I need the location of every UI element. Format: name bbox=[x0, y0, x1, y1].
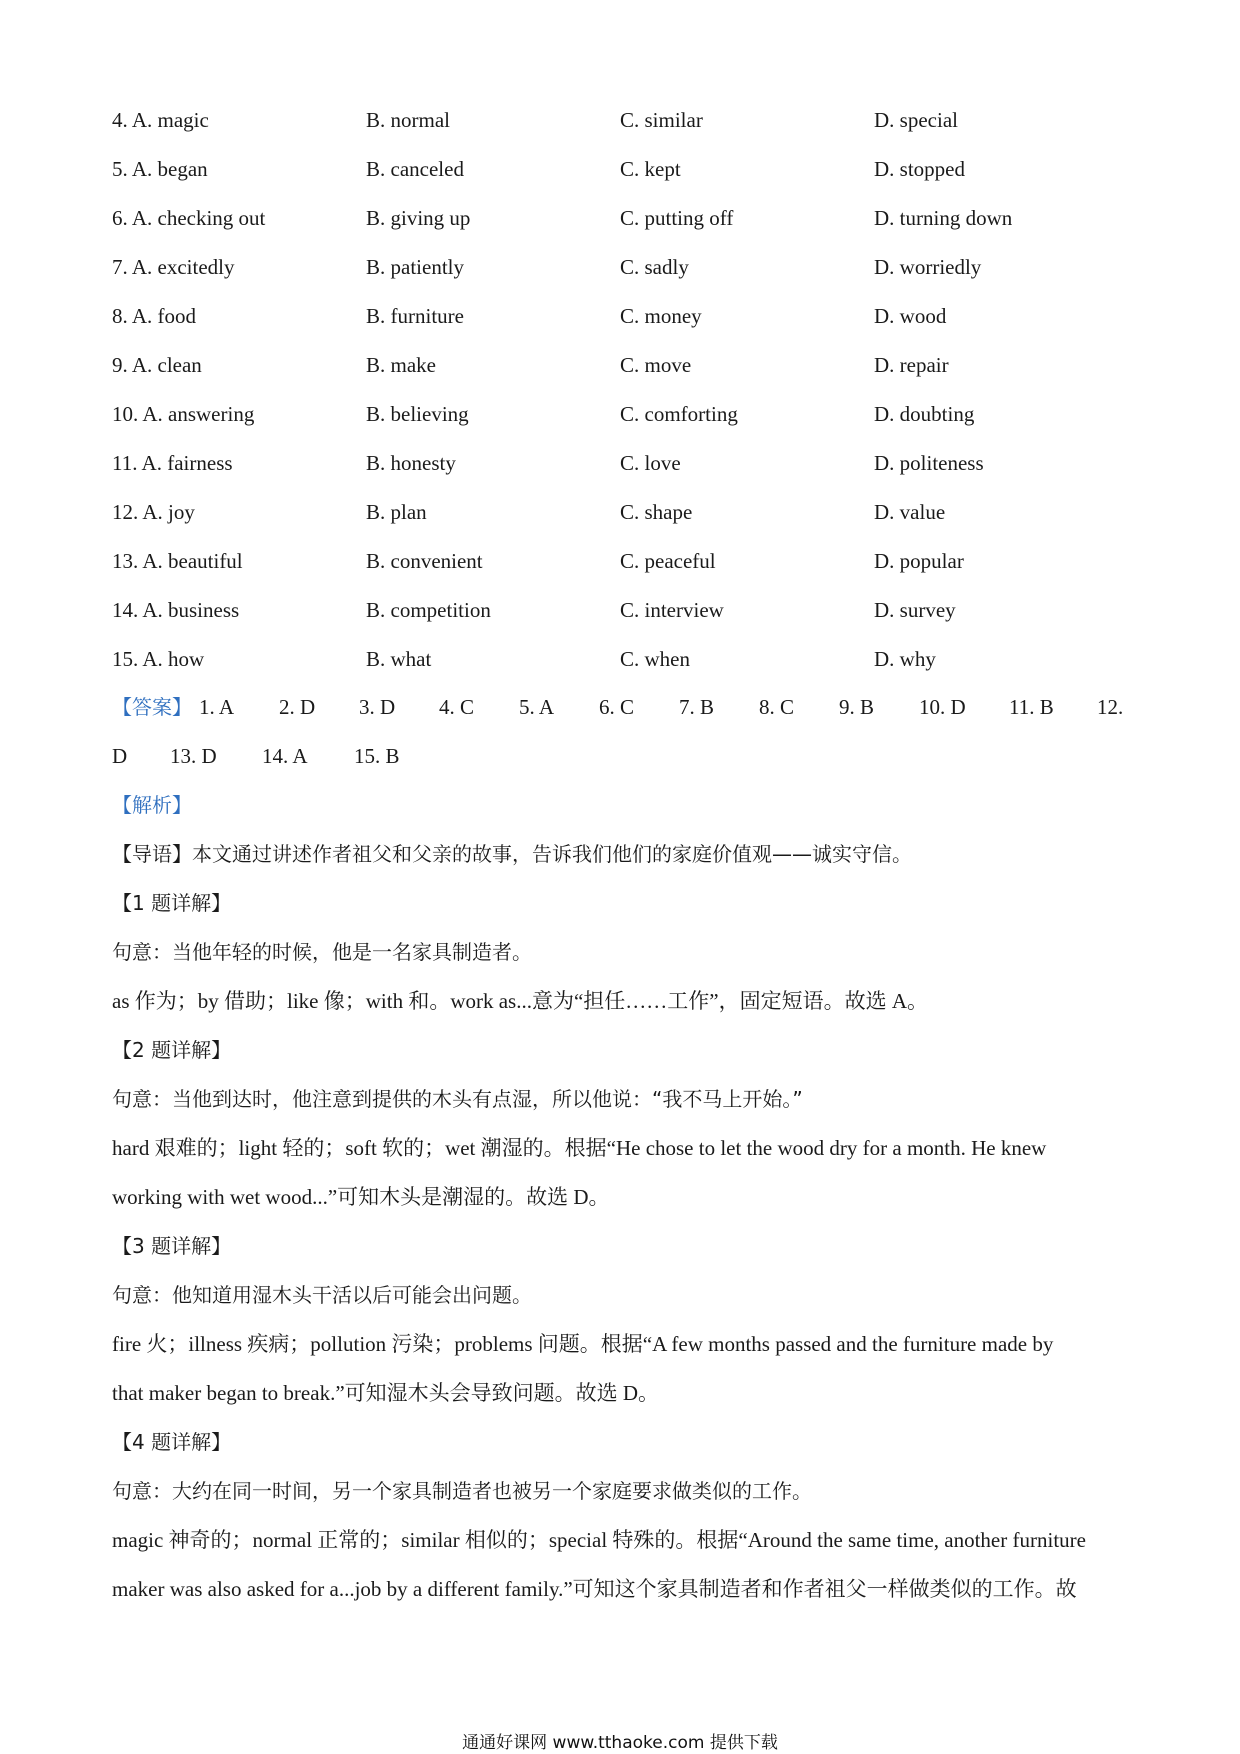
explanation-line: as 作为；by 借助；like 像；with 和。work as...意为“担任……工作”，固定短语。故选 A。 bbox=[112, 989, 929, 1013]
option-c: C. similar bbox=[620, 108, 703, 132]
option-b: B. normal bbox=[366, 108, 450, 132]
option-row bbox=[112, 590, 1132, 639]
sentence-meaning: 句意：当他到达时，他注意到提供的木头有点湿，所以他说：“我不马上开始。” bbox=[112, 1087, 803, 1111]
answer-item: 3. D bbox=[359, 695, 396, 719]
answer-item: 7. B bbox=[679, 695, 715, 719]
page-footer: 通通好课网 www.tthaoke.com 提供下载 bbox=[462, 1733, 778, 1753]
option-c: C. interview bbox=[620, 598, 724, 622]
option-d: D. survey bbox=[874, 598, 956, 622]
option-c: C. money bbox=[620, 304, 702, 328]
option-a: 14. A. business bbox=[112, 598, 240, 622]
section-heading: 【1 题详解】 bbox=[112, 891, 232, 915]
answer-item: 14. A bbox=[262, 744, 308, 768]
section-heading: 【3 题详解】 bbox=[112, 1234, 232, 1258]
answer-item: 4. C bbox=[439, 695, 475, 719]
answer-item: 10. D bbox=[919, 695, 966, 719]
option-d: D. stopped bbox=[874, 157, 965, 181]
explanation-line: working with wet wood...”可知木头是潮湿的。故选 D。 bbox=[112, 1185, 610, 1209]
sentence-meaning: 句意：他知道用湿木头干活以后可能会出问题。 bbox=[112, 1283, 532, 1307]
option-row bbox=[112, 198, 1132, 247]
option-row bbox=[112, 443, 1132, 492]
option-d: D. politeness bbox=[874, 451, 984, 475]
answer-item: 13. D bbox=[170, 744, 217, 768]
option-c: C. kept bbox=[620, 157, 681, 181]
section-heading: 【4 题详解】 bbox=[112, 1430, 232, 1454]
option-row bbox=[112, 296, 1132, 345]
analysis-tag: 【解析】 bbox=[112, 793, 192, 817]
option-b: B. plan bbox=[366, 500, 427, 524]
option-a: 12. A. joy bbox=[112, 500, 195, 524]
answer-item: 11. B bbox=[1009, 695, 1054, 719]
option-d: D. special bbox=[874, 108, 958, 132]
explanation-line: fire 火；illness 疾病；pollution 污染；problems 问题。根据“A few months passed and the furniture made by bbox=[112, 1332, 1054, 1356]
option-b: B. what bbox=[366, 647, 432, 671]
answer-item: 8. C bbox=[759, 695, 795, 719]
explanation-line: maker was also asked for a...job by a different family.”可知这个家具制造者和作者祖父一样做类似的工作。故 bbox=[112, 1577, 1077, 1601]
option-d: D. why bbox=[874, 647, 936, 671]
answer-item: 15. B bbox=[354, 744, 400, 768]
option-d: D. turning down bbox=[874, 206, 1013, 230]
answer-row bbox=[112, 736, 1132, 785]
option-row bbox=[112, 541, 1132, 590]
section-heading: 【2 题详解】 bbox=[112, 1038, 232, 1062]
option-row bbox=[112, 149, 1132, 198]
option-row bbox=[112, 492, 1132, 541]
sentence-meaning: 句意：当他年轻的时候，他是一名家具制造者。 bbox=[112, 940, 532, 964]
option-a: 4. A. magic bbox=[112, 108, 209, 132]
option-d: D. worriedly bbox=[874, 255, 982, 279]
option-c: C. putting off bbox=[620, 206, 734, 230]
option-b: B. canceled bbox=[366, 157, 464, 181]
option-b: B. convenient bbox=[366, 549, 483, 573]
option-a: 9. A. clean bbox=[112, 353, 202, 377]
option-row bbox=[112, 345, 1132, 394]
option-c: C. love bbox=[620, 451, 681, 475]
option-b: B. honesty bbox=[366, 451, 456, 475]
answer-item: 5. A bbox=[519, 695, 555, 719]
option-b: B. patiently bbox=[366, 255, 464, 279]
analysis-section bbox=[112, 785, 1132, 1618]
option-c: C. shape bbox=[620, 500, 693, 524]
option-b: B. giving up bbox=[366, 206, 471, 230]
option-b: B. furniture bbox=[366, 304, 464, 328]
option-d: D. repair bbox=[874, 353, 949, 377]
option-b: B. believing bbox=[366, 402, 469, 426]
answer-row bbox=[112, 687, 1132, 736]
option-d: D. value bbox=[874, 500, 946, 524]
answer-item: 6. C bbox=[599, 695, 635, 719]
answer-tag: 【答案】 bbox=[112, 695, 192, 719]
explanation-line: magic 神奇的；normal 正常的；similar 相似的；special 特殊的。根据“Around the same time, another furniture bbox=[112, 1528, 1086, 1552]
option-d: D. popular bbox=[874, 549, 964, 573]
intro-line: 【导语】本文通过讲述作者祖父和父亲的故事，告诉我们他们的家庭价值观——诚实守信。 bbox=[112, 842, 912, 866]
answer-item: D bbox=[112, 744, 128, 768]
option-c: C. peaceful bbox=[620, 549, 716, 573]
option-row bbox=[112, 639, 1132, 688]
option-a: 13. A. beautiful bbox=[112, 549, 243, 573]
answer-item: 9. B bbox=[839, 695, 875, 719]
option-d: D. doubting bbox=[874, 402, 975, 426]
explanation-line: hard 艰难的；light 轻的；soft 软的；wet 潮湿的。根据“He chose to let the wood dry for a month. He knew bbox=[112, 1136, 1047, 1160]
option-c: C. sadly bbox=[620, 255, 689, 279]
option-a: 7. A. excitedly bbox=[112, 255, 235, 279]
option-a: 5. A. began bbox=[112, 157, 208, 181]
option-b: B. competition bbox=[366, 598, 491, 622]
answer-item: 12. bbox=[1097, 695, 1124, 719]
option-a: 10. A. answering bbox=[112, 402, 255, 426]
option-a: 11. A. fairness bbox=[112, 451, 233, 475]
option-b: B. make bbox=[366, 353, 436, 377]
option-a: 6. A. checking out bbox=[112, 206, 266, 230]
option-a: 15. A. how bbox=[112, 647, 205, 671]
analysis-tag-line bbox=[112, 785, 1132, 834]
answer-key bbox=[112, 687, 1132, 785]
option-row bbox=[112, 394, 1132, 443]
option-c: C. move bbox=[620, 353, 692, 377]
explanation-line: that maker began to break.”可知湿木头会导致问题。故选 D。 bbox=[112, 1381, 660, 1405]
option-c: C. when bbox=[620, 647, 690, 671]
answer-item: 2. D bbox=[279, 695, 316, 719]
answer-item: 1. A bbox=[199, 695, 235, 719]
option-d: D. wood bbox=[874, 304, 947, 328]
option-row bbox=[112, 100, 1132, 149]
option-c: C. comforting bbox=[620, 402, 738, 426]
option-a: 8. A. food bbox=[112, 304, 196, 328]
question-options bbox=[112, 100, 1132, 688]
option-row bbox=[112, 247, 1132, 296]
sentence-meaning: 句意：大约在同一时间，另一个家具制造者也被另一个家庭要求做类似的工作。 bbox=[112, 1479, 812, 1503]
